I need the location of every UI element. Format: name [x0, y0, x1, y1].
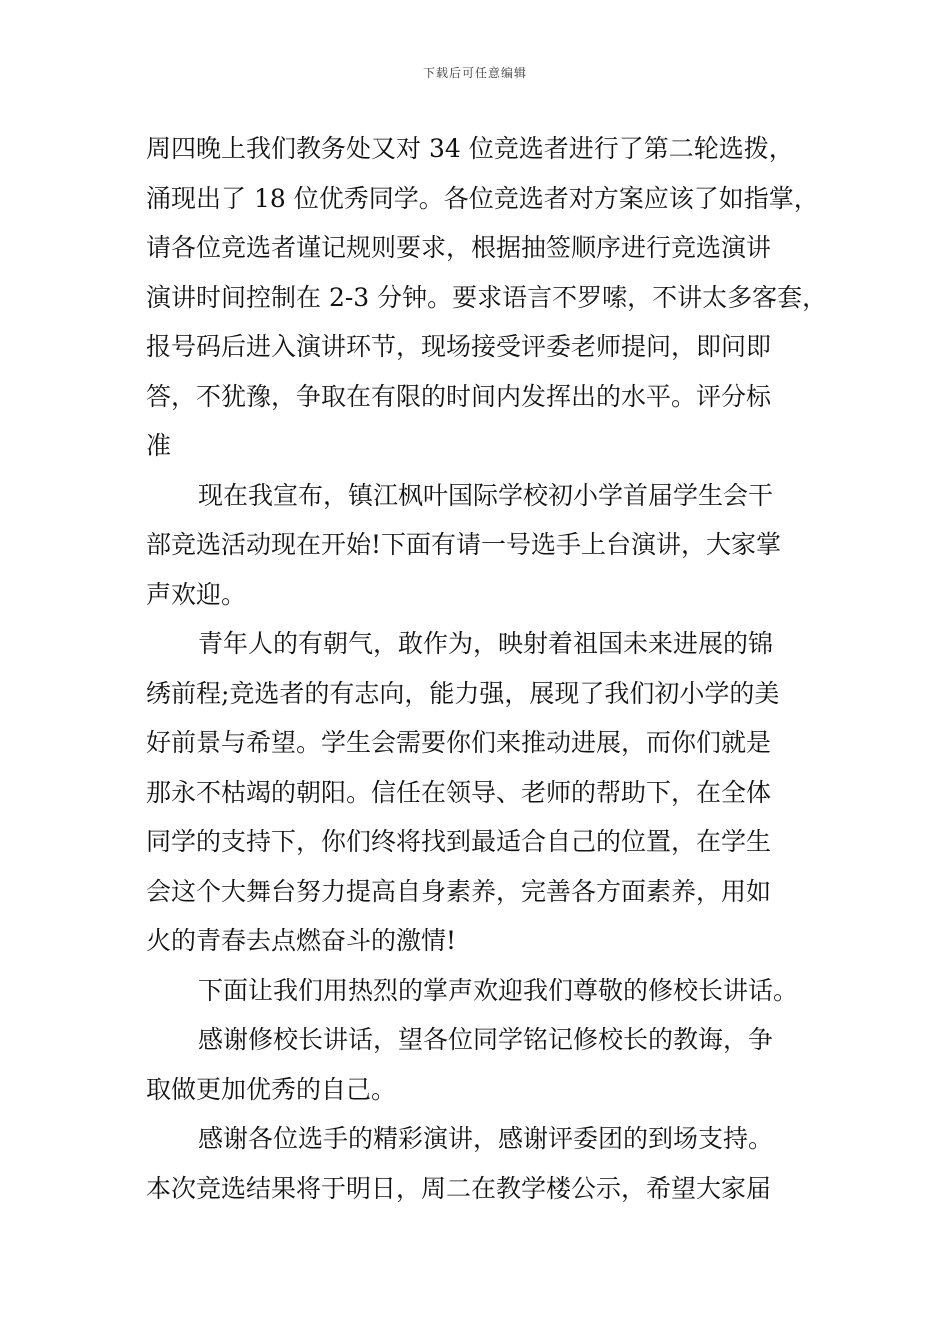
- text-line: 好前景与希望。学生会需要你们来推动进展，而你们就是: [146, 728, 772, 757]
- text-line: 青年人的有朝气，敢作为，映射着祖国未来进展的锦: [198, 629, 774, 658]
- paragraph: [146, 471, 836, 620]
- text-line: 报号码后进入演讲环节，现场接受评委老师提问，即问即: [146, 332, 772, 361]
- paragraph: [146, 1015, 836, 1114]
- paragraph: [146, 619, 836, 966]
- text-line: 火的青春去点燃奋斗的激情!: [146, 926, 457, 955]
- text-line: 那永不枯竭的朝阳。信任在领导、老师的帮助下，在全体: [146, 777, 772, 807]
- document-body: [146, 124, 836, 1213]
- text-line: 答，不犹豫，争取在有限的时间内发挥出的水平。评分标: [146, 381, 772, 411]
- text-line: 本次竞选结果将于明日，周二在教学楼公示，希望大家届: [146, 1173, 772, 1203]
- text-line: 部竞选活动现在开始!下面有请一号选手上台演讲，大家掌: [146, 530, 782, 559]
- paragraph: [146, 1114, 836, 1213]
- paragraph: [146, 966, 836, 1016]
- text-line: 演讲时间控制在 2-3 分钟。要求语言不罗嗦，不讲太多客套，: [146, 282, 828, 312]
- text-line: 下面让我们用热烈的掌声欢迎我们尊敬的修校长讲话。: [198, 975, 799, 1005]
- paragraph: [146, 124, 836, 471]
- text-line: 请各位竞选者谨记规则要求，根据抽签顺序进行竞选演讲: [146, 233, 772, 262]
- text-line: 绣前程;竞选者的有志向，能力强，展现了我们初小学的美: [146, 678, 780, 708]
- text-line: 感谢修校长讲话，望各位同学铭记修校长的教诲，争: [198, 1025, 774, 1054]
- text-line: 取做更加优秀的自己。: [146, 1074, 397, 1104]
- text-line: 现在我宣布，镇江枫叶国际学校初小学首届学生会干: [198, 480, 774, 510]
- text-line: 感谢各位选手的精彩演讲，感谢评委团的到场支持。: [198, 1124, 774, 1153]
- text-line: 周四晚上我们教务处又对 34 位竞选者进行了第二轮选拨，: [146, 134, 794, 163]
- text-line: 准: [146, 431, 172, 460]
- text-line: 会这个大舞台努力提高自身素养，完善各方面素养，用如: [146, 876, 772, 906]
- page-header: 下载后可任意编辑: [422, 66, 527, 80]
- text-line: 涌现出了 18 位优秀同学。各位竞选者对方案应该了如指掌，: [146, 183, 819, 213]
- text-line: 声欢迎。: [146, 579, 247, 609]
- text-line: 同学的支持下，你们终将找到最适合自己的位置，在学生: [146, 827, 772, 856]
